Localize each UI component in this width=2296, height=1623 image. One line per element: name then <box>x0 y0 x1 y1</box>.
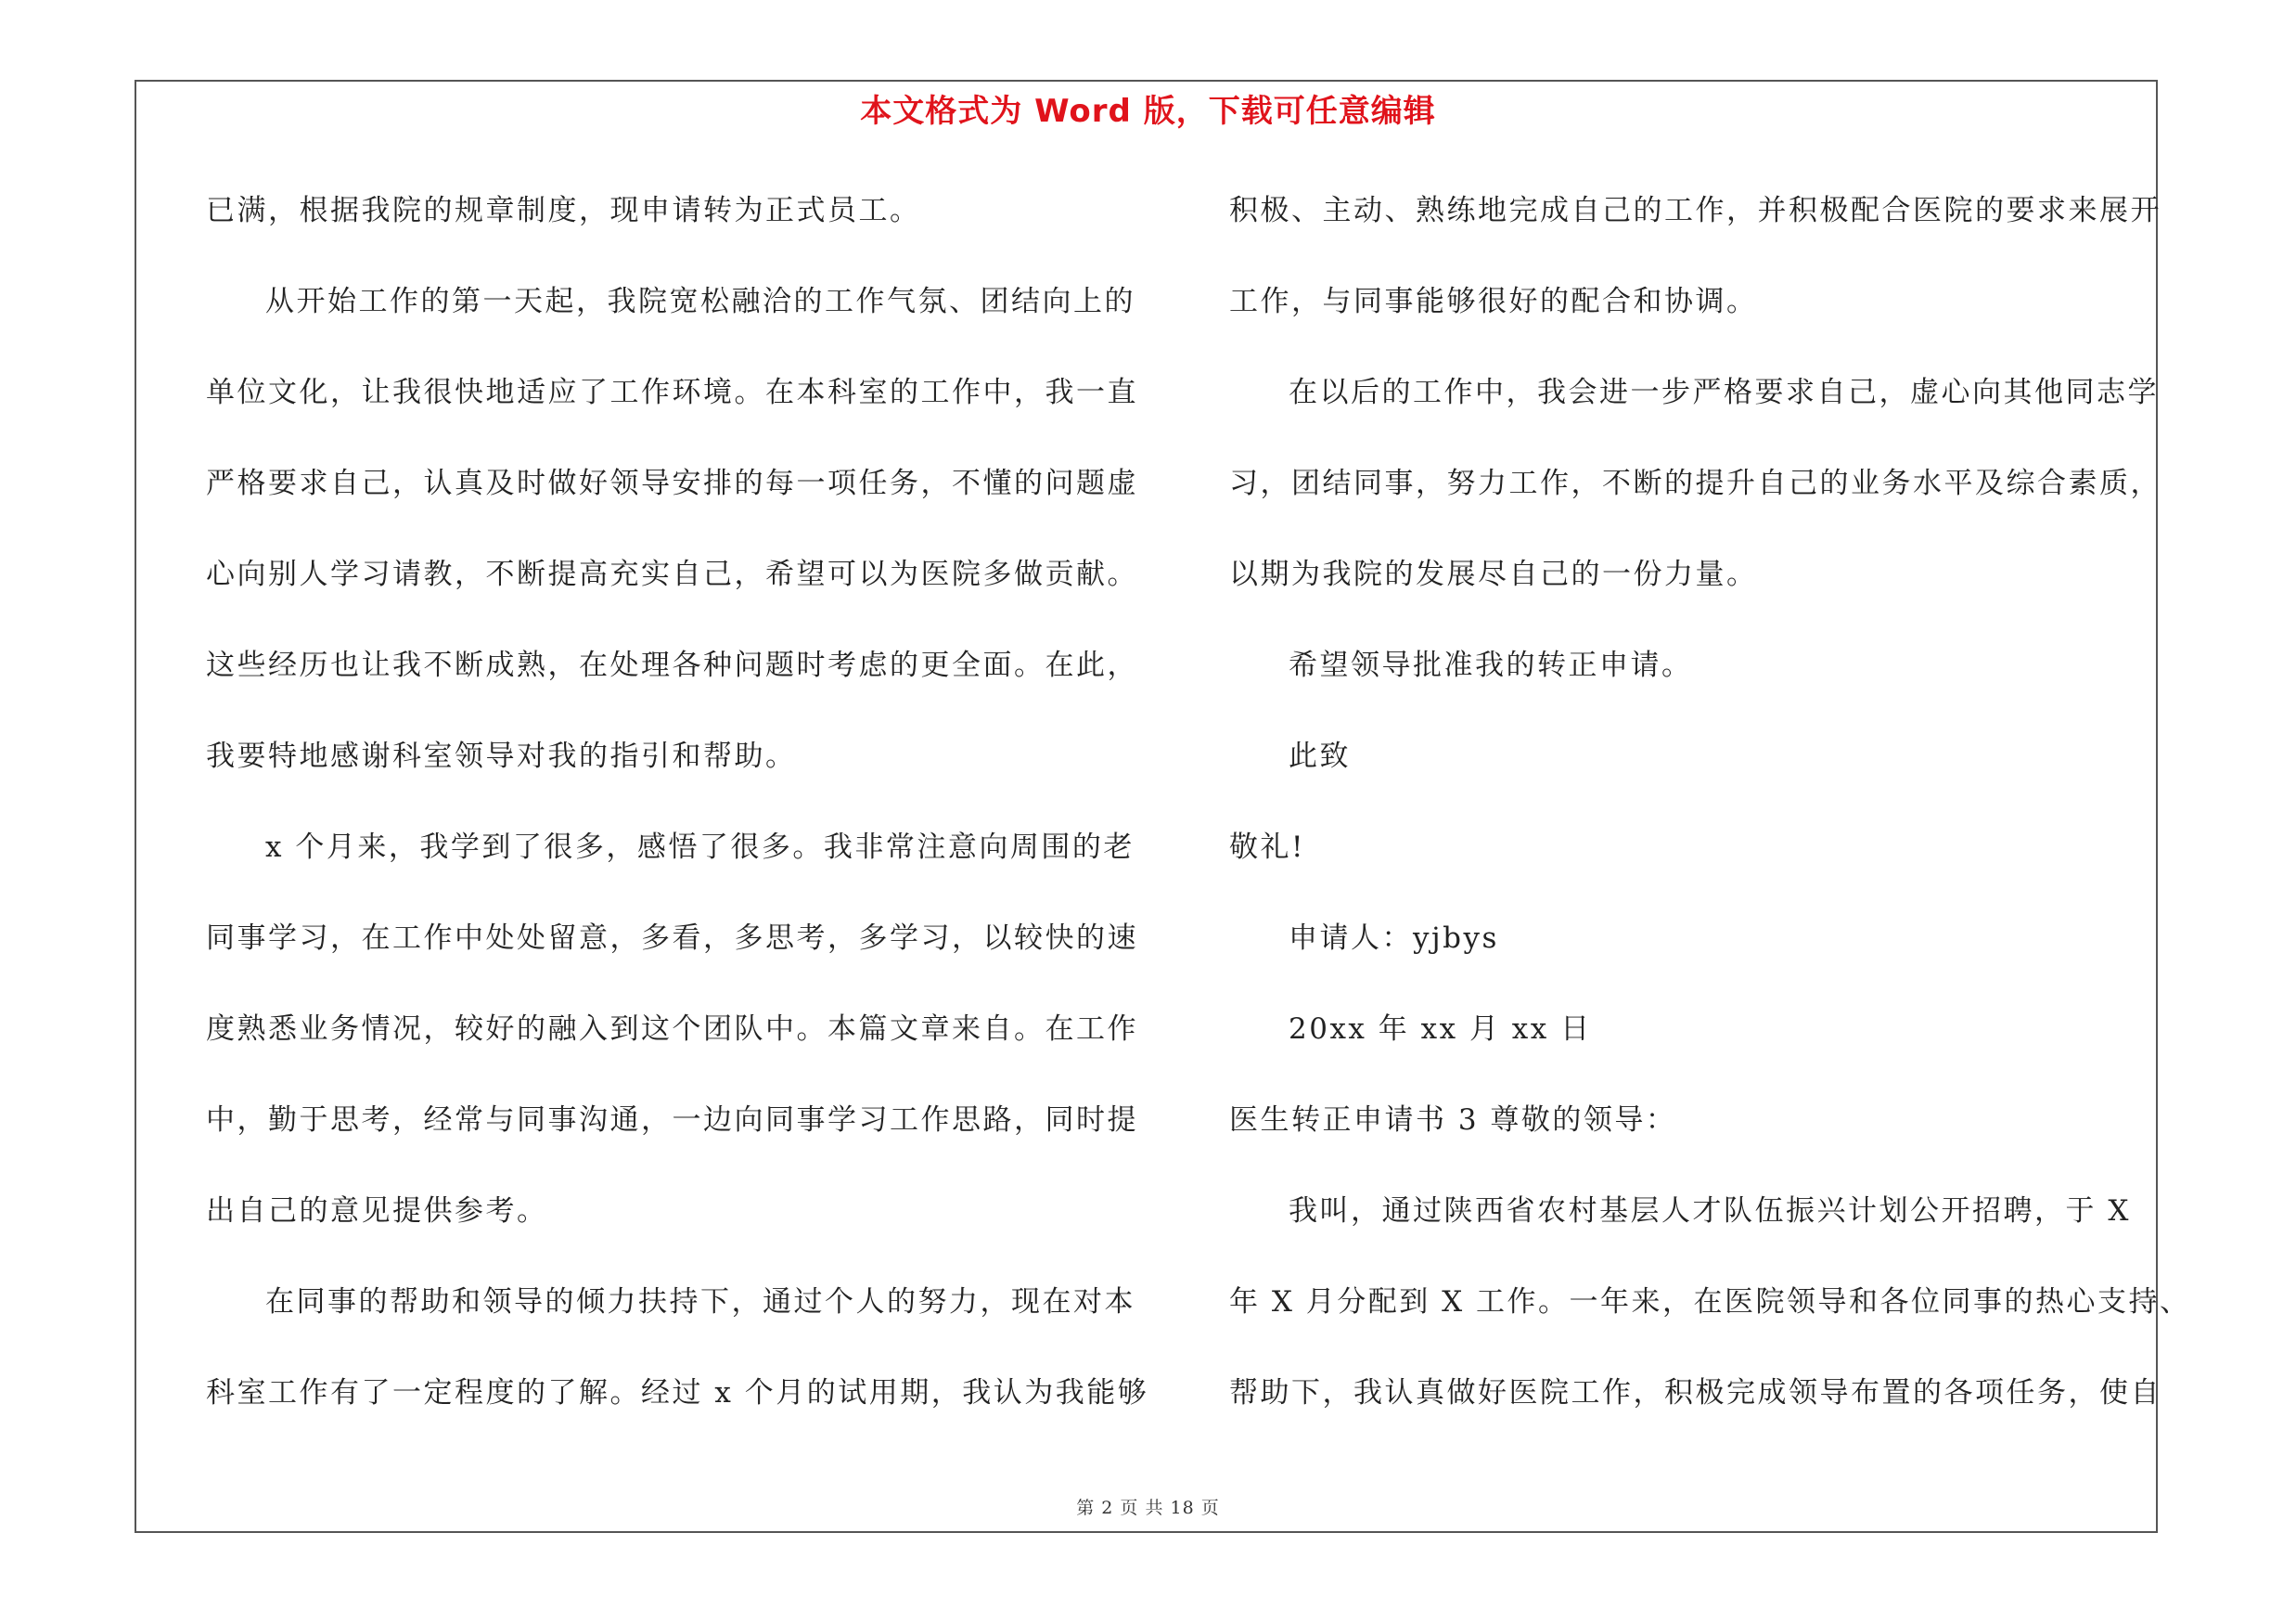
text-line: 中，勤于思考，经常与同事沟通，一边向同事学习工作思路，同时提 <box>206 1103 1138 1137</box>
text-line: 我要特地感谢科室领导对我的指引和帮助。 <box>206 740 797 773</box>
right-column <box>1229 178 2189 1451</box>
applicant-name: 申请人：yjbys <box>1289 921 1499 955</box>
text-line: x 个月来，我学到了很多，感悟了很多。我非常注意向周围的老 <box>265 831 1135 864</box>
text-line: 年 X 月分配到 X 工作。一年来，在医院领导和各位同事的热心支持、 <box>1229 1285 2191 1319</box>
text-line: 心向别人学习请教，不断提高充实自己，希望可以为医院多做贡献。 <box>206 558 1138 591</box>
text-line: 希望领导批准我的转正申请。 <box>1289 649 1693 682</box>
text-line: 在以后的工作中，我会进一步严格要求自己，虚心向其他同志学 <box>1289 376 2159 409</box>
text-line: 在同事的帮助和领导的倾力扶持下，通过个人的努力，现在对本 <box>265 1285 1135 1319</box>
text-line: 帮助下，我认真做好医院工作，积极完成领导布置的各项任务，使自 <box>1229 1376 2161 1410</box>
text-line: 科室工作有了一定程度的了解。经过 x 个月的试用期，我认为我能够 <box>206 1376 1149 1410</box>
text-line: 从开始工作的第一天起，我院宽松融洽的工作气氛、团结向上的 <box>265 285 1135 318</box>
closing-phrase: 此致 <box>1289 740 1351 773</box>
text-line: 习，团结同事，努力工作，不断的提升自己的业务水平及综合素质， <box>1229 467 2161 500</box>
text-line: 工作，与同事能够很好的配合和协调。 <box>1229 285 1758 318</box>
section-heading: 医生转正申请书 3 尊敬的领导： <box>1229 1103 1677 1137</box>
format-banner: 本文格式为 Word 版，下载可任意编辑 <box>860 93 1436 130</box>
text-line: 同事学习，在工作中处处留意，多看，多思考，多学习，以较快的速 <box>206 921 1138 955</box>
text-line: 单位文化，让我很快地适应了工作环境。在本科室的工作中，我一直 <box>206 376 1138 409</box>
left-column <box>206 178 1152 1451</box>
text-line: 积极、主动、熟练地完成自己的工作，并积极配合医院的要求来展开 <box>1229 194 2161 227</box>
salutation: 敬礼! <box>1229 831 1305 864</box>
text-line: 以期为我院的发展尽自己的一份力量。 <box>1229 558 1758 591</box>
page-number: 第 2 页 共 18 页 <box>1076 1498 1220 1518</box>
text-line: 出自己的意见提供参考。 <box>206 1194 548 1228</box>
text-line: 度熟悉业务情况，较好的融入到这个团队中。本篇文章来自。在工作 <box>206 1012 1138 1046</box>
text-line: 严格要求自己，认真及时做好领导安排的每一项任务，不懂的问题虚 <box>206 467 1138 500</box>
text-line: 已满，根据我院的规章制度，现申请转为正式员工。 <box>206 194 921 227</box>
letter-date: 20xx 年 xx 月 xx 日 <box>1289 1012 1592 1046</box>
text-line: 这些经历也让我不断成熟，在处理各种问题时考虑的更全面。在此， <box>206 649 1138 682</box>
text-line: 我叫，通过陕西省农村基层人才队伍振兴计划公开招聘，于 X <box>1289 1194 2131 1228</box>
